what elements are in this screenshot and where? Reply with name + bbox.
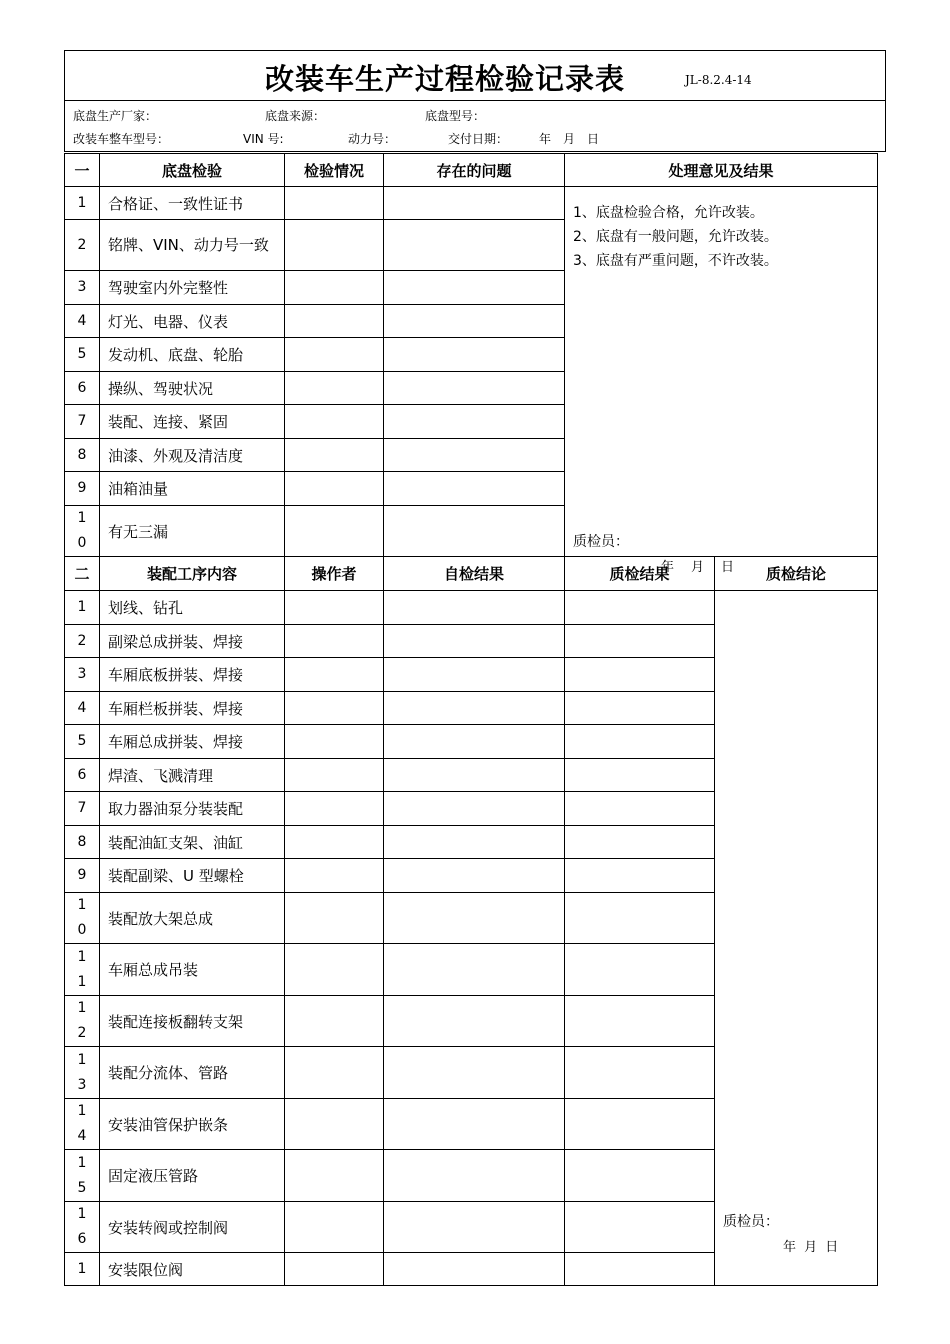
- qc-result-cell[interactable]: [565, 792, 715, 826]
- row-item: 驾驶室内外完整性: [100, 271, 285, 305]
- status-cell[interactable]: [285, 405, 384, 439]
- qc-result-cell[interactable]: [565, 1253, 715, 1286]
- delivery-date-value: 年 月 日: [539, 132, 600, 146]
- problem-cell[interactable]: [384, 305, 565, 338]
- row-item: 划线、钻孔: [100, 591, 285, 625]
- operator-cell[interactable]: [285, 826, 384, 859]
- self-check-cell[interactable]: [384, 893, 565, 944]
- problem-cell[interactable]: [384, 187, 565, 220]
- operator-cell[interactable]: [285, 725, 384, 759]
- row-number: 4: [65, 305, 100, 338]
- opinion-3: 3、底盘有严重问题，不许改装。: [573, 253, 778, 269]
- row-number: 6: [65, 759, 100, 792]
- operator-cell[interactable]: [285, 792, 384, 826]
- qc-result-cell[interactable]: [565, 692, 715, 725]
- row-item: 装配分流体、管路: [100, 1047, 285, 1099]
- self-check-cell[interactable]: [384, 692, 565, 725]
- status-cell[interactable]: [285, 506, 384, 557]
- status-cell[interactable]: [285, 220, 384, 271]
- row-item: 装配连接板翻转支架: [100, 996, 285, 1047]
- col-result: 处理意见及结果: [565, 154, 878, 187]
- row-item: 取力器油泵分装装配: [100, 792, 285, 826]
- section2-index: 二: [65, 557, 100, 591]
- operator-cell[interactable]: [285, 759, 384, 792]
- operator-cell[interactable]: [285, 859, 384, 893]
- form-header: [64, 50, 886, 100]
- operator-cell[interactable]: [285, 1099, 384, 1150]
- self-check-cell[interactable]: [384, 725, 565, 759]
- table-row: [65, 187, 878, 220]
- row-item: 固定液压管路: [100, 1150, 285, 1202]
- row-item: 焊渣、飞溅清理: [100, 759, 285, 792]
- self-check-cell[interactable]: [384, 1253, 565, 1286]
- inspector-label: 质检员：: [573, 534, 629, 550]
- row-number: 1: [65, 187, 100, 220]
- col-status: 检验情况: [285, 154, 384, 187]
- row-item: 装配副梁、U 型螺栓: [100, 859, 285, 893]
- row-number: 10: [65, 893, 100, 944]
- section2-header-row: [65, 557, 878, 591]
- self-check-cell[interactable]: [384, 944, 565, 996]
- operator-cell[interactable]: [285, 996, 384, 1047]
- row-number: 14: [65, 1099, 100, 1150]
- operator-cell[interactable]: [285, 1150, 384, 1202]
- row-number: 3: [65, 271, 100, 305]
- conclusion-cell[interactable]: [715, 591, 878, 1286]
- vehicle-model-label: 改装车整车型号：: [73, 132, 170, 146]
- status-cell[interactable]: [285, 472, 384, 506]
- status-cell[interactable]: [285, 305, 384, 338]
- row-item: 车厢栏板拼装、焊接: [100, 692, 285, 725]
- self-check-cell[interactable]: [384, 1150, 565, 1202]
- row-number: 5: [65, 338, 100, 372]
- self-check-cell[interactable]: [384, 792, 565, 826]
- row-number: 9: [65, 472, 100, 506]
- qc-result-cell[interactable]: [565, 944, 715, 996]
- self-check-cell[interactable]: [384, 859, 565, 893]
- col-qc-result: 质检结果: [565, 557, 715, 591]
- inspector-date: 年 月 日: [783, 1240, 841, 1255]
- section1-index: 一: [65, 154, 100, 187]
- row-item: 车厢总成拼装、焊接: [100, 725, 285, 759]
- operator-cell[interactable]: [285, 893, 384, 944]
- row-item: 车厢底板拼装、焊接: [100, 658, 285, 692]
- operator-cell[interactable]: [285, 658, 384, 692]
- row-number: 5: [65, 725, 100, 759]
- row-number: 7: [65, 405, 100, 439]
- self-check-cell[interactable]: [384, 826, 565, 859]
- qc-result-cell[interactable]: [565, 591, 715, 625]
- col-process-item: 装配工序内容: [100, 557, 285, 591]
- row-number: 2: [65, 625, 100, 658]
- status-cell[interactable]: [285, 338, 384, 372]
- opinion-1: 1、底盘检验合格，允许改装。: [573, 205, 764, 221]
- row-item: 油箱油量: [100, 472, 285, 506]
- operator-cell[interactable]: [285, 591, 384, 625]
- operator-cell[interactable]: [285, 625, 384, 658]
- problem-cell[interactable]: [384, 472, 565, 506]
- qc-result-cell[interactable]: [565, 826, 715, 859]
- status-cell[interactable]: [285, 271, 384, 305]
- row-number: 9: [65, 859, 100, 893]
- row-number: 6: [65, 372, 100, 405]
- row-item: 合格证、一致性证书: [100, 187, 285, 220]
- qc-result-cell[interactable]: [565, 1150, 715, 1202]
- operator-cell[interactable]: [285, 1047, 384, 1099]
- row-number: 1: [65, 591, 100, 625]
- status-cell[interactable]: [285, 372, 384, 405]
- col-operator: 操作者: [285, 557, 384, 591]
- problem-cell[interactable]: [384, 338, 565, 372]
- row-number: 2: [65, 220, 100, 271]
- col-qc-conclusion: 质检结论: [715, 557, 878, 591]
- form-title: 改装车生产过程检验记录表: [265, 62, 626, 96]
- operator-cell[interactable]: [285, 1253, 384, 1286]
- operator-cell[interactable]: [285, 944, 384, 996]
- qc-result-cell[interactable]: [565, 725, 715, 759]
- chassis-model-label: 底盘型号：: [425, 109, 486, 123]
- row-item: 车厢总成吊装: [100, 944, 285, 996]
- source-label: 底盘来源：: [265, 109, 326, 123]
- qc-result-cell[interactable]: [565, 759, 715, 792]
- self-check-cell[interactable]: [384, 759, 565, 792]
- inspector-label: 质检员：: [723, 1214, 779, 1230]
- row-number: 4: [65, 692, 100, 725]
- vin-label: VIN 号:: [243, 132, 284, 146]
- row-number: 8: [65, 439, 100, 472]
- problem-cell[interactable]: [384, 271, 565, 305]
- form-page: [64, 50, 886, 152]
- self-check-cell[interactable]: [384, 591, 565, 625]
- row-number: 3: [65, 658, 100, 692]
- row-number: 8: [65, 826, 100, 859]
- section1-header-row: [65, 154, 878, 187]
- row-number: 12: [65, 996, 100, 1047]
- row-number: 13: [65, 1047, 100, 1099]
- self-check-cell[interactable]: [384, 1202, 565, 1253]
- row-item: 发动机、底盘、轮胎: [100, 338, 285, 372]
- row-item: 铭牌、VIN、动力号一致: [100, 220, 285, 271]
- manufacturer-label: 底盘生产厂家：: [73, 109, 158, 123]
- row-number: 16: [65, 1202, 100, 1253]
- self-check-cell[interactable]: [384, 625, 565, 658]
- problem-cell[interactable]: [384, 506, 565, 557]
- row-item: 操纵、驾驶状况: [100, 372, 285, 405]
- col-chassis-item: 底盘检验: [100, 154, 285, 187]
- qc-result-cell[interactable]: [565, 658, 715, 692]
- row-item: 安装油管保护嵌条: [100, 1099, 285, 1150]
- row-item: 装配、连接、紧固: [100, 405, 285, 439]
- operator-cell[interactable]: [285, 1202, 384, 1253]
- qc-result-cell[interactable]: [565, 893, 715, 944]
- qc-result-cell[interactable]: [565, 996, 715, 1047]
- status-cell[interactable]: [285, 187, 384, 220]
- row-item: 装配油缸支架、油缸: [100, 826, 285, 859]
- row-item: 灯光、电器、仪表: [100, 305, 285, 338]
- problem-cell[interactable]: [384, 220, 565, 271]
- self-check-cell[interactable]: [384, 1047, 565, 1099]
- self-check-cell[interactable]: [384, 1099, 565, 1150]
- delivery-date-label: 交付日期：: [448, 132, 509, 146]
- info-block: [64, 100, 886, 152]
- qc-result-cell[interactable]: [565, 1202, 715, 1253]
- table-row: [65, 591, 878, 625]
- form-code: JL-8.2.4-14: [685, 73, 752, 87]
- qc-result-cell[interactable]: [565, 1047, 715, 1099]
- qc-result-cell[interactable]: [565, 625, 715, 658]
- col-self-check: 自检结果: [384, 557, 565, 591]
- assembly-process-table: [64, 556, 878, 1286]
- opinion-2: 2、底盘有一般问题，允许改装。: [573, 229, 778, 245]
- row-number: 7: [65, 792, 100, 826]
- row-item: 安装转阀或控制阀: [100, 1202, 285, 1253]
- row-item: 副梁总成拼装、焊接: [100, 625, 285, 658]
- col-problem: 存在的问题: [384, 154, 565, 187]
- row-item: 安装限位阀: [100, 1253, 285, 1286]
- inspector-date: 年 月 日: [661, 560, 737, 575]
- row-item: 装配放大架总成: [100, 893, 285, 944]
- qc-result-cell[interactable]: [565, 1099, 715, 1150]
- row-number: 15: [65, 1150, 100, 1202]
- problem-cell[interactable]: [384, 372, 565, 405]
- row-number: 11: [65, 944, 100, 996]
- row-number: 1: [65, 1253, 100, 1286]
- row-item: 油漆、外观及清洁度: [100, 439, 285, 472]
- problem-cell[interactable]: [384, 439, 565, 472]
- row-number: 10: [65, 506, 100, 557]
- problem-cell[interactable]: [384, 405, 565, 439]
- qc-result-cell[interactable]: [565, 859, 715, 893]
- power-label: 动力号：: [348, 132, 397, 146]
- self-check-cell[interactable]: [384, 996, 565, 1047]
- row-item: 有无三漏: [100, 506, 285, 557]
- self-check-cell[interactable]: [384, 658, 565, 692]
- status-cell[interactable]: [285, 439, 384, 472]
- operator-cell[interactable]: [285, 692, 384, 725]
